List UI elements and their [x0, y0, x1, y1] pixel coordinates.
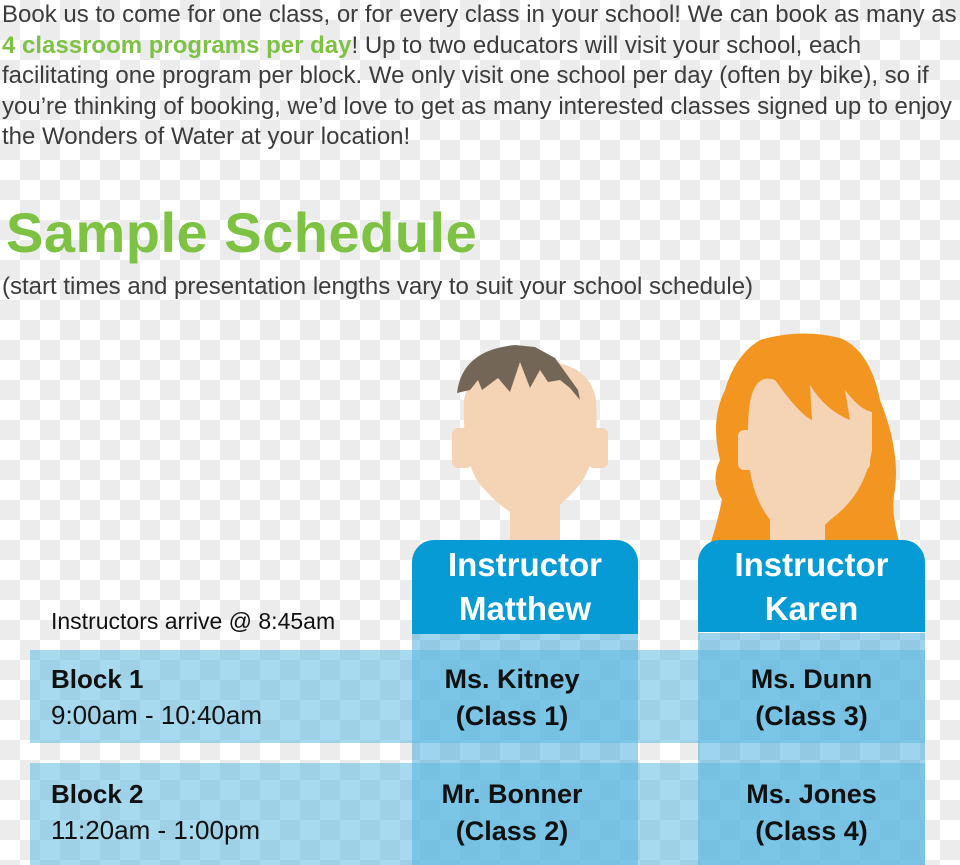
intro-paragraph [2, 0, 960, 153]
intro-text-rest: ! Up to two educators will visit your school, each facilitating one program per block. We only visit one school per day (often by bike), so if you’re thinking of booking, we’d love to get as many interested classes signed up to enjoy the Wonders of Water at your location! [2, 31, 952, 150]
intro-highlight: 4 classroom programs per day [2, 31, 352, 59]
class-label: (Class 4) [755, 816, 868, 846]
instructor-karen-avatar [700, 330, 910, 550]
schedule-cell [412, 661, 612, 735]
teacher-name: Mr. Bonner [441, 779, 583, 809]
schedule-cell [698, 776, 925, 850]
instructor-karen-label [698, 540, 925, 632]
schedule-cell [698, 661, 925, 735]
instructor-label-line1: Instructor [447, 546, 602, 583]
schedule-cell [412, 776, 612, 850]
teacher-name: Ms. Kitney [444, 664, 580, 694]
class-label: (Class 3) [755, 701, 868, 731]
instructor-matthew-label [412, 540, 638, 634]
instructor-name: Matthew [459, 590, 591, 627]
intro-text: Book us to come for one class, or for every class in your school! We can book as many as [2, 1, 957, 28]
block-1-label [51, 661, 262, 733]
block-time: 11:20am - 1:00pm [51, 815, 261, 845]
subtitle: (start times and presentation lengths vary to suit your school schedule) [2, 273, 754, 300]
block-name: Block 1 [51, 664, 144, 694]
block-time: 9:00am - 10:40am [51, 700, 263, 730]
instructor-matthew-avatar [440, 340, 620, 550]
block-name: Block 2 [51, 779, 144, 809]
block-2-label [51, 776, 260, 848]
instructor-name: Karen [764, 590, 859, 627]
teacher-name: Ms. Jones [746, 779, 877, 809]
teacher-name: Ms. Dunn [750, 664, 873, 694]
class-label: (Class 2) [455, 816, 569, 846]
instructor-label-line1: Instructor [734, 546, 889, 583]
page-title: Sample Schedule [6, 201, 478, 264]
arrival-time: Instructors arrive @ 8:45am [51, 608, 336, 634]
class-label: (Class 1) [455, 701, 569, 731]
